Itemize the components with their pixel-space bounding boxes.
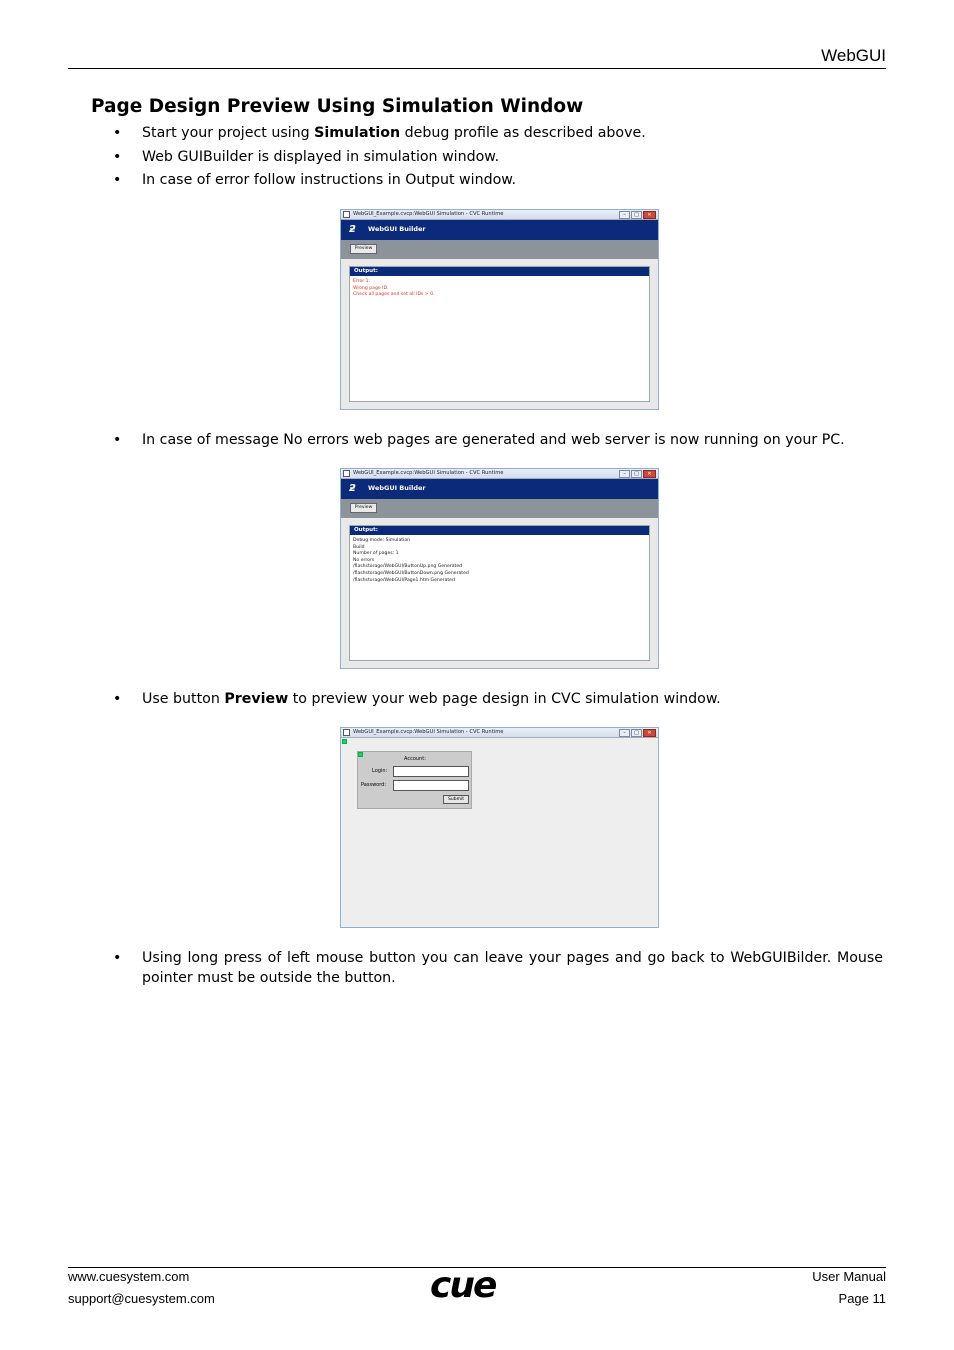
submit-button: Submit: [443, 795, 469, 804]
webgui-logo-icon: ƻ: [349, 483, 356, 494]
app-body: [341, 518, 658, 668]
bold-term: Preview: [224, 691, 289, 707]
window-controls: [619, 211, 656, 219]
output-panel: [349, 266, 650, 402]
app-name: WebGUI Builder: [368, 225, 426, 233]
output-line: Error 1:: [353, 279, 371, 284]
window-title: WebGUI_Example.cvcp:WebGUI Simulation - CVC Runtime: [353, 211, 504, 217]
account-label: Account:: [404, 756, 426, 762]
window-titlebar: [341, 728, 658, 738]
close-icon: ✕: [643, 211, 656, 219]
text-run: debug profile as described above.: [400, 125, 646, 141]
window-titlebar: [341, 210, 658, 220]
output-line: /flashstorage/WebGUI/ButtonDown.png Generated: [353, 570, 469, 576]
bullet-dot: •: [113, 172, 122, 188]
footer-email: support@cuesystem.com: [68, 1291, 215, 1306]
minimize-icon: –: [619, 211, 630, 219]
section-title: Page Design Preview Using Simulation Window: [91, 96, 584, 117]
output-line: /flashstorage/WebGUI/ButtonUp.png Generated: [353, 564, 463, 570]
footer-page-number: Page 11: [838, 1291, 886, 1306]
app-body: [341, 259, 658, 409]
login-form: [357, 751, 472, 809]
login-label: Login:: [372, 768, 388, 774]
preview-canvas: [341, 738, 658, 927]
header-title: WebGUI: [821, 46, 886, 65]
output-panel: [349, 525, 650, 661]
text-run: Use button: [142, 691, 225, 707]
maximize-icon: □: [631, 729, 642, 737]
form-marker-icon: [358, 752, 363, 757]
close-icon: ✕: [643, 729, 656, 737]
app-header: [341, 220, 658, 240]
output-header: Output:: [350, 267, 649, 276]
bullet-text: [142, 123, 883, 143]
bullet-item: [113, 948, 883, 988]
page-marker-icon: [342, 739, 347, 744]
output-line: /flashstorage/WebGUI/Page1.htm Generated: [353, 577, 455, 583]
password-label: Password:: [361, 782, 387, 788]
header-rule: [68, 68, 886, 69]
cue-logo: cue: [430, 1265, 496, 1306]
app-header: [341, 479, 658, 499]
output-line: Build: [353, 544, 365, 550]
preview-button: Preview: [350, 503, 377, 513]
output-line: Check all pages and set all IDs > 0.: [353, 292, 435, 298]
maximize-icon: □: [631, 470, 642, 478]
window-title: WebGUI_Example.cvcp:WebGUI Simulation - CVC Runtime: [353, 729, 504, 735]
app-window-icon: [343, 729, 350, 736]
password-input: [393, 780, 469, 791]
output-line: Debug mode: Simulation: [353, 538, 411, 543]
login-input: [393, 766, 469, 777]
screenshot-preview-window: [340, 727, 659, 928]
bullet-dot: •: [113, 691, 122, 707]
webgui-logo-icon: ƻ: [349, 224, 356, 235]
window-controls: [619, 470, 656, 478]
toolbar: [341, 499, 658, 518]
output-header: Output:: [350, 526, 649, 535]
maximize-icon: □: [631, 211, 642, 219]
bullet-text: [142, 689, 883, 709]
output-line: No errors: [353, 557, 375, 563]
minimize-icon: –: [619, 729, 630, 737]
bullet-dot: •: [113, 125, 122, 141]
text-run: to preview your web page design in CVC simulation window.: [288, 691, 721, 707]
bullet-text: Using long press of left mouse button you can leave your pages and go back to WebGUIBilder. Mouse pointer must be outside the button.: [142, 950, 883, 986]
bullet-dot: •: [113, 149, 122, 165]
app-name: WebGUI Builder: [368, 484, 426, 492]
window-controls: [619, 729, 656, 737]
app-window-icon: [343, 211, 350, 218]
footer-doc-type: User Manual: [812, 1269, 886, 1284]
preview-button: Preview: [350, 244, 377, 254]
bullet-dot: •: [113, 950, 122, 966]
close-icon: ✕: [643, 470, 656, 478]
bullet-text: In case of message No errors web pages are generated and web server is now running on your PC.: [142, 432, 845, 448]
output-lines: [350, 535, 649, 587]
text-run: Start your project using: [142, 125, 315, 141]
screenshot-success-window: [340, 468, 659, 669]
screenshot-error-window: [340, 209, 659, 410]
bullet-text: Web GUIBuilder is displayed in simulation window.: [142, 149, 500, 165]
app-window-icon: [343, 470, 350, 477]
footer-website: www.cuesystem.com: [68, 1269, 190, 1284]
minimize-icon: –: [619, 470, 630, 478]
bullet-dot: •: [113, 432, 122, 448]
window-title: WebGUI_Example.cvcp:WebGUI Simulation - CVC Runtime: [353, 470, 504, 476]
output-line: Number of pages: 1: [353, 551, 399, 557]
bold-term: Simulation: [314, 125, 401, 141]
output-line: Wrong page ID.: [353, 285, 389, 291]
window-titlebar: [341, 469, 658, 479]
output-lines: [350, 276, 649, 302]
bullet-text: In case of error follow instructions in Output window.: [142, 172, 517, 188]
toolbar: [341, 240, 658, 259]
